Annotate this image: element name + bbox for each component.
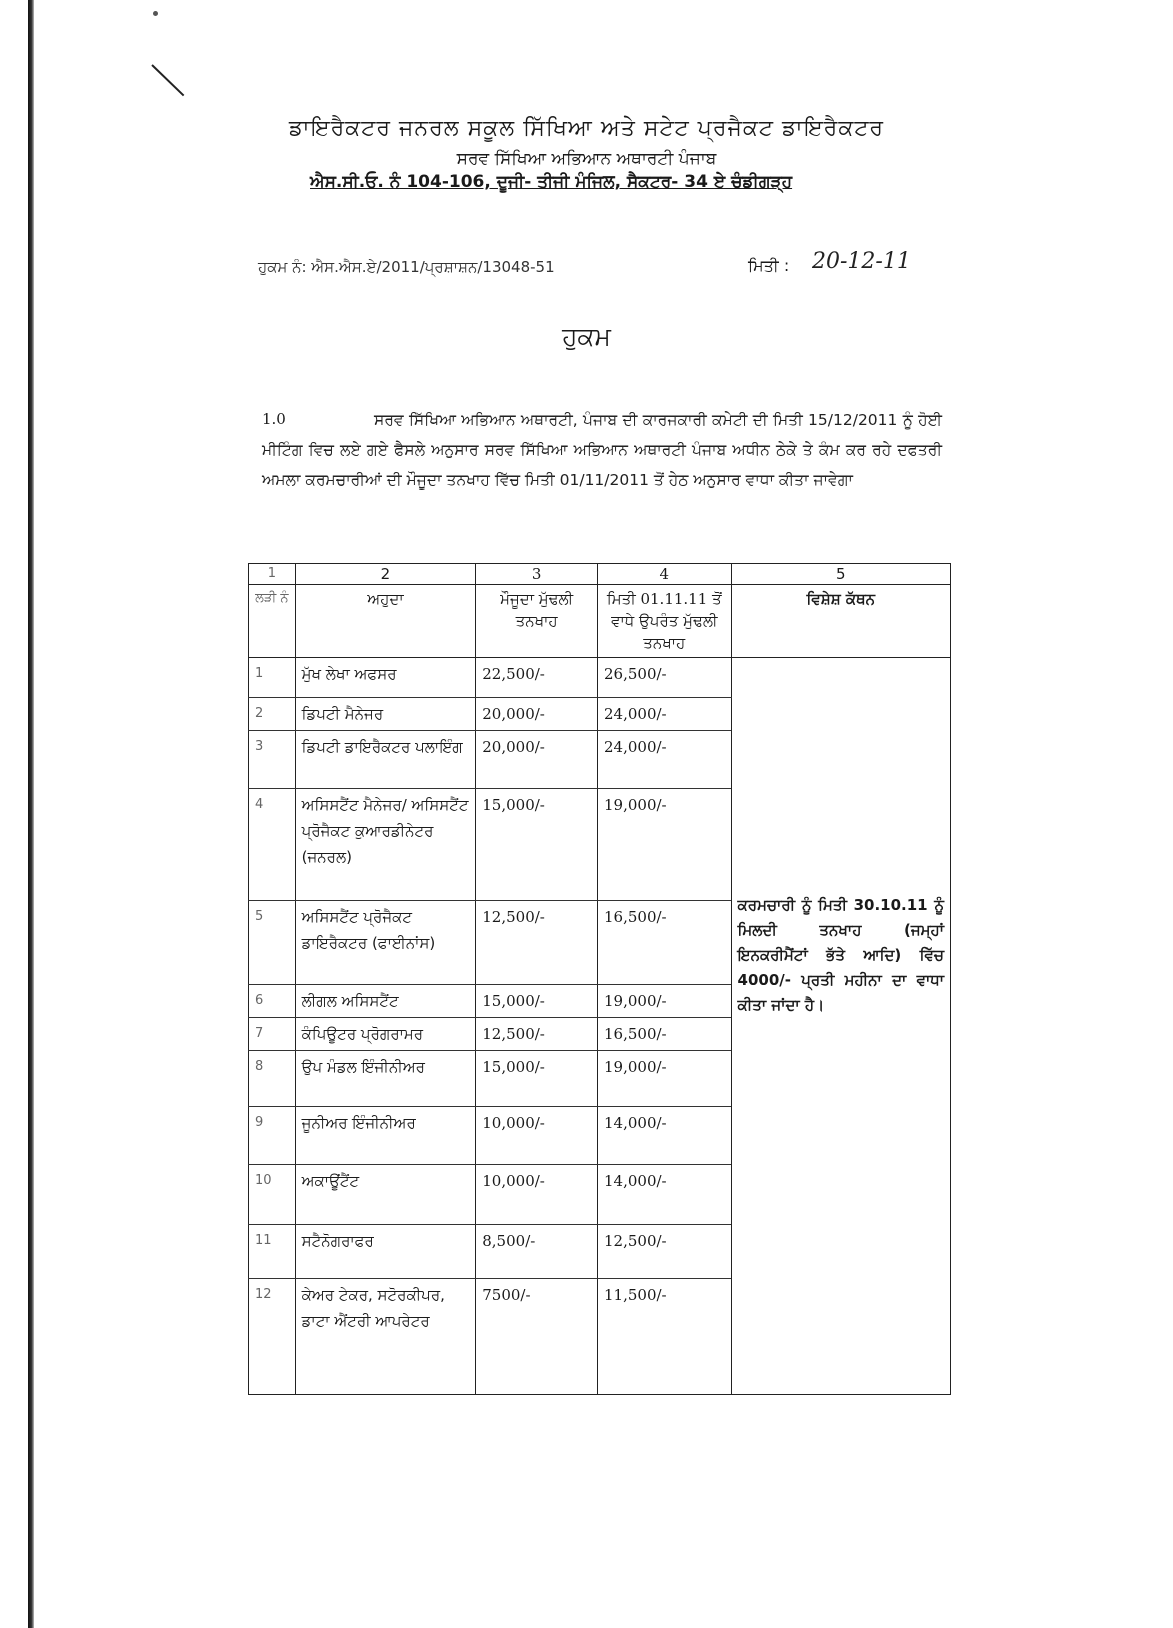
paragraph-text: ਸਰਵ ਸਿੱਖਿਆ ਅਭਿਆਨ ਅਥਾਰਟੀ, ਪੰਜਾਬ ਦੀ ਕਾਰਜਕਾਰੀ ਕਮੇਟੀ ਦੀ ਮਿਤੀ 15/12/2011 ਨੂੰ ਹੋਈ ਮੀਟਿੰਗ ਵਿਚ ਲਏ ਗਏ ਫੈਸਲੇ ਅਨੁਸਾਰ ਸਰਵ ਸਿੱਖਿਆ ਅਭਿਆਨ ਅਥਾਰਟੀ ਪੰਜਾਬ ਅਧੀਨ ਠੇਕੇ ਤੇ ਕੰਮ ਕਰ ਰਹੇ ਦਫਤਰੀ ਅਮਲਾ ਕਰਮਚਾਰੀਆਂ ਦੀ ਮੌਜੂਦਾ ਤਨਖਾਹ ਵਿੱਚ ਮਿਤੀ 01/11/2011 ਤੋਂ ਹੇਠ ਅਨੁਸਾਰ ਵਾਧਾ ਕੀਤਾ ਜਾਵੇਗਾ xyxy=(262,411,942,489)
scan-pen-mark xyxy=(151,64,184,96)
row-post: ਸਟੈਨੋਗਰਾਫਰ xyxy=(295,1225,476,1279)
row-sr: 8 xyxy=(249,1051,296,1107)
row-post: ਜੂਨੀਅਰ ਇੰਜੀਨੀਅਰ xyxy=(295,1107,476,1165)
row-revised-pay: 12,500/- xyxy=(598,1225,732,1279)
row-revised-pay: 24,000/- xyxy=(598,698,732,731)
row-sr: 12 xyxy=(249,1279,296,1395)
row-sr: 1 xyxy=(249,658,296,698)
header-office-title: ਡਾਇਰੈਕਟਰ ਜਨਰਲ ਸਕੂਲ ਸਿੱਖਿਆ ਅਤੇ ਸਟੇਟ ਪ੍ਰਜੈਕਟ ਡਾਇਰੈਕਟਰ xyxy=(288,116,885,141)
row-post: ਉਪ ਮੰਡਲ ਇੰਜੀਨੀਅਰ xyxy=(295,1051,476,1107)
scan-left-edge xyxy=(28,0,34,1628)
row-revised-pay: 19,000/- xyxy=(598,789,732,901)
row-revised-pay: 16,500/- xyxy=(598,901,732,985)
row-post: ਕੰਪਿਊਟਰ ਪ੍ਰੋਗਰਾਮਰ xyxy=(295,1018,476,1051)
row-sr: 10 xyxy=(249,1165,296,1225)
row-current-pay: 7500/- xyxy=(476,1279,598,1395)
header-current-pay: ਮੌਜੂਦਾ ਮੁੱਢਲੀ ਤਨਖਾਹ xyxy=(476,585,598,658)
col-number: 4 xyxy=(598,564,732,585)
header-post: ਅਹੁਦਾ xyxy=(295,585,476,658)
row-revised-pay: 16,500/- xyxy=(598,1018,732,1051)
row-current-pay: 12,500/- xyxy=(476,1018,598,1051)
row-post: ਕੇਅਰ ਟੇਕਰ, ਸਟੋਰਕੀਪਰ, ਡਾਟਾ ਐਂਟਰੀ ਆਪਰੇਟਰ xyxy=(295,1279,476,1395)
row-sr: 3 xyxy=(249,731,296,789)
header-remarks: ਵਿਸ਼ੇਸ਼ ਕੱਥਨ xyxy=(731,585,950,658)
row-post: ਡਿਪਟੀ ਮੈਨੇਜਰ xyxy=(295,698,476,731)
row-post: ਅਕਾਊਂਟੈਂਟ xyxy=(295,1165,476,1225)
col-number: 5 xyxy=(731,564,950,585)
row-current-pay: 15,000/- xyxy=(476,1051,598,1107)
header-address: ਐਸ.ਸੀ.ਓ. ਨੰ 104-106, ਦੂਜੀ- ਤੀਜੀ ਮੰਜਿਲ, ਸੈਕਟਰ- 34 ਏ ਚੰਡੀਗੜ੍ਹ xyxy=(310,172,793,192)
row-revised-pay: 26,500/- xyxy=(598,658,732,698)
table-row xyxy=(249,658,951,698)
row-current-pay: 20,000/- xyxy=(476,698,598,731)
row-sr: 2 xyxy=(249,698,296,731)
row-current-pay: 20,000/- xyxy=(476,731,598,789)
col-number: 1 xyxy=(249,564,296,585)
order-number: ਹੁਕਮ ਨੰ: ਐਸ.ਐਸ.ਏ/2011/ਪ੍ਰਸ਼ਾਸ਼ਨ/13048-51 xyxy=(258,258,555,276)
row-current-pay: 10,000/- xyxy=(476,1107,598,1165)
row-revised-pay: 19,000/- xyxy=(598,1051,732,1107)
column-number-row xyxy=(249,564,951,585)
row-post: ਅਸਿਸਟੈਂਟ ਪ੍ਰੋਜੈਕਟ ਡਾਇਰੈਕਟਰ (ਫਾਈਨਾਂਸ) xyxy=(295,901,476,985)
row-current-pay: 22,500/- xyxy=(476,658,598,698)
row-revised-pay: 14,000/- xyxy=(598,1107,732,1165)
date-value: 20-12-11 xyxy=(812,249,911,274)
row-current-pay: 15,000/- xyxy=(476,985,598,1018)
row-revised-pay: 14,000/- xyxy=(598,1165,732,1225)
date-label: ਮਿਤੀ : xyxy=(748,256,790,275)
row-post: ਲੀਗਲ ਅਸਿਸਟੈਂਟ xyxy=(295,985,476,1018)
row-sr: 9 xyxy=(249,1107,296,1165)
scan-speck xyxy=(153,11,158,16)
row-sr: 6 xyxy=(249,985,296,1018)
row-post: ਮੁੱਖ ਲੇਖਾ ਅਫਸਰ xyxy=(295,658,476,698)
row-current-pay: 12,500/- xyxy=(476,901,598,985)
header-sr-no: ਲੜੀ ਨੰ xyxy=(249,585,296,658)
col-number: 2 xyxy=(295,564,476,585)
remarks-text: ਕਰਮਚਾਰੀ ਨੂੰ ਮਿਤੀ 30.10.11 ਨੂੰ ਮਿਲਦੀ ਤਨਖਾਹ (ਜਮ੍ਹਾਂ ਇਨਕਰੀਮੈਂਟਾਂ ਭੱਤੇ ਆਦਿ) ਵਿੱਚ 4000/- ਪ੍ਰਤੀ ਮਹੀਨਾ ਦਾ ਵਾਧਾ ਕੀਤਾ ਜਾਂਦਾ ਹੈ। xyxy=(737,896,944,1014)
row-sr: 4 xyxy=(249,789,296,901)
col-number: 3 xyxy=(476,564,598,585)
header-row xyxy=(249,585,951,658)
row-revised-pay: 11,500/- xyxy=(598,1279,732,1395)
row-current-pay: 15,000/- xyxy=(476,789,598,901)
header-revised-pay: ਮਿਤੀ 01.11.11 ਤੋਂ ਵਾਧੇ ਉਪਰੰਤ ਮੁੱਢਲੀ ਤਨਖਾਹ xyxy=(598,585,732,658)
salary-table xyxy=(248,563,951,1395)
order-title: ਹੁਕਮ xyxy=(562,322,611,351)
row-post: ਅਸਿਸਟੈਂਟ ਮੈਨੇਜਰ/ ਅਸਿਸਟੈਂਟ ਪ੍ਰੋਜੈਕਟ ਕੁਆਰਡੀਨੇਟਰ (ਜਨਰਲ) xyxy=(295,789,476,901)
row-sr: 5 xyxy=(249,901,296,985)
header-authority: ਸਰਵ ਸਿੱਖਿਆ ਅਭਿਆਨ ਅਥਾਰਟੀ ਪੰਜਾਬ xyxy=(456,149,717,169)
row-current-pay: 10,000/- xyxy=(476,1165,598,1225)
remarks-cell xyxy=(731,658,950,1395)
row-current-pay: 8,500/- xyxy=(476,1225,598,1279)
row-post: ਡਿਪਟੀ ਡਾਇਰੈਕਟਰ ਪਲਾਇੰਗ xyxy=(295,731,476,789)
row-sr: 11 xyxy=(249,1225,296,1279)
row-sr: 7 xyxy=(249,1018,296,1051)
paragraph-number: 1.0 xyxy=(262,410,286,428)
row-revised-pay: 19,000/- xyxy=(598,985,732,1018)
row-revised-pay: 24,000/- xyxy=(598,731,732,789)
